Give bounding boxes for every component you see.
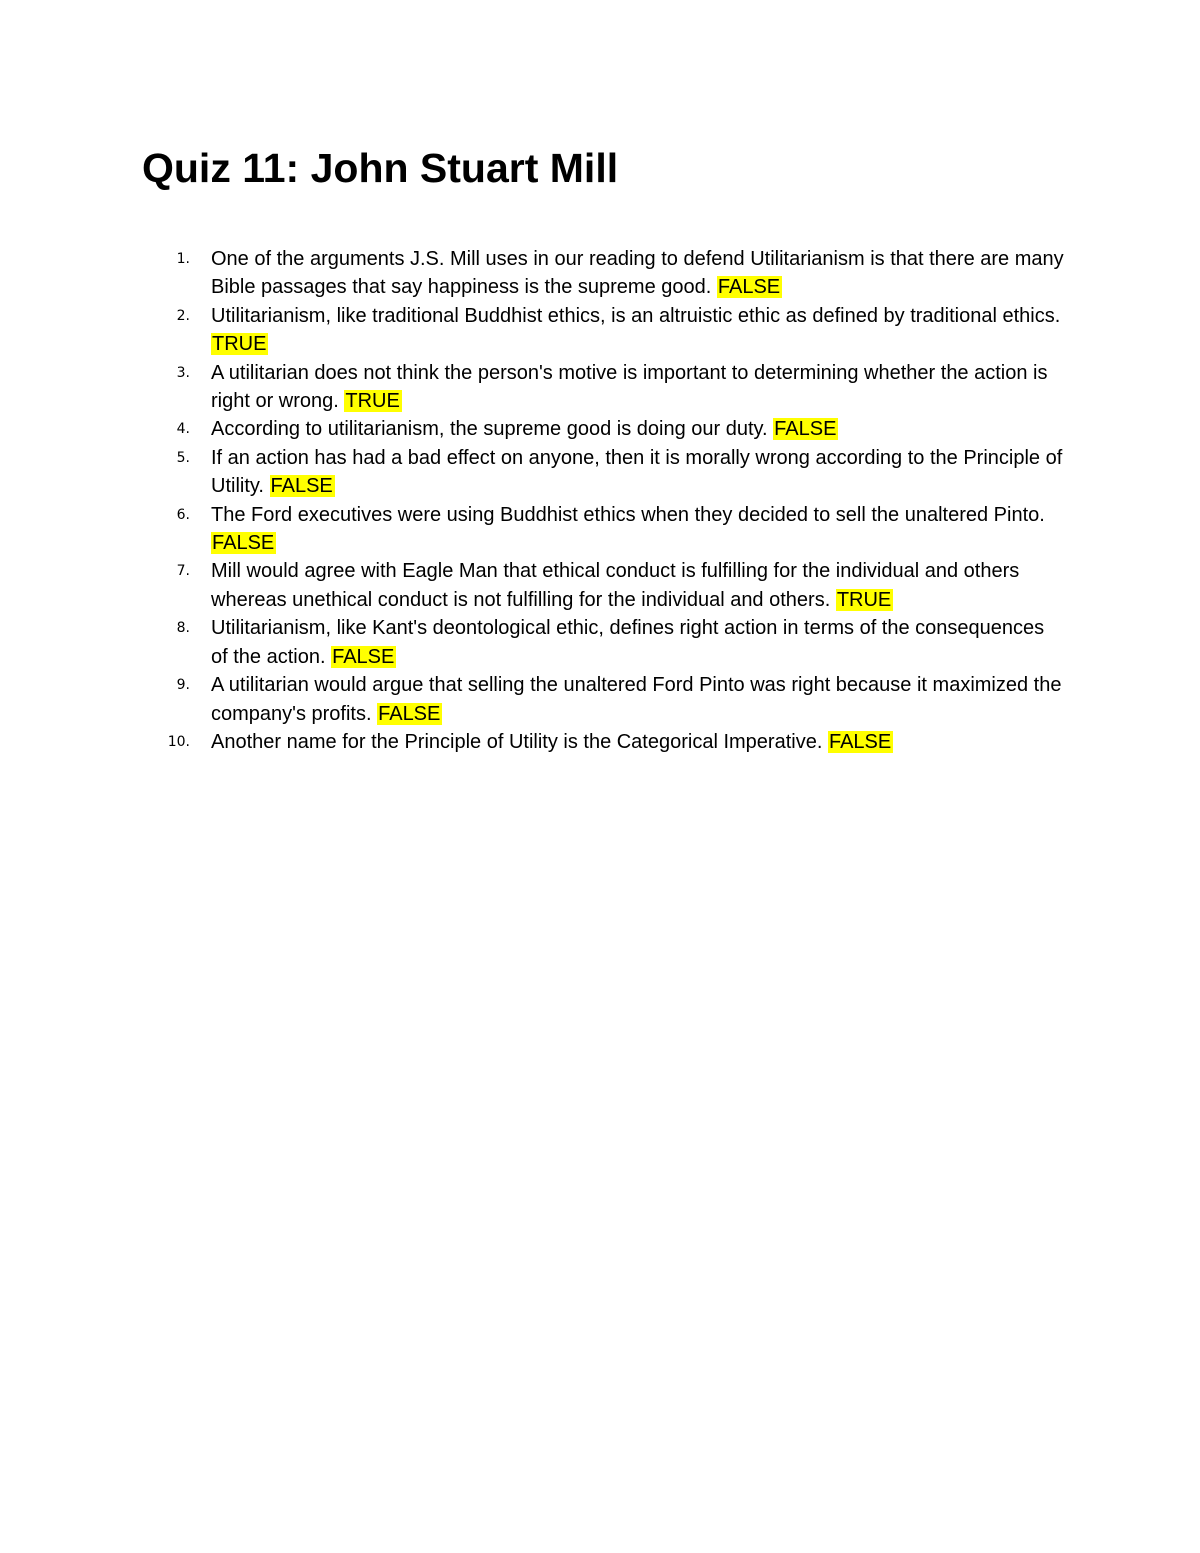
answer-highlight: FALSE [717, 276, 781, 299]
answer-highlight: FALSE [828, 730, 892, 753]
question-text: One of the arguments J.S. Mill uses in our reading to defend Utilitarianism is that there are many Bible passages that say happiness is the supreme good. [211, 248, 1064, 299]
list-item [0, 302, 1066, 359]
question-list [0, 245, 1200, 756]
answer-highlight: FALSE [378, 702, 441, 725]
question-text: Utilitarianism, like traditional Buddhist ethics, is an altruistic ethic as defined by traditional ethics. [211, 304, 1061, 327]
question-number: 8. [176, 620, 190, 637]
list-item [0, 557, 1066, 614]
question-text: Another name for the Principle of Utility is the Categorical Imperative. [211, 730, 828, 753]
question-number: 10. [167, 733, 190, 750]
question-number: 6. [176, 506, 190, 523]
question-text: If an action has had a bad effect on anyone, then it is morally wrong according to the Principle of Utility. [211, 446, 1063, 498]
question-number: 3. [176, 364, 190, 381]
answer-highlight: TRUE [345, 390, 400, 413]
page-title: Quiz 11: John Stuart Mill [142, 145, 619, 191]
list-item [0, 444, 1066, 501]
question-text: Mill would agree with Eagle Man that ethical conduct is fulfilling for the individual and others whereas unethical conduct is not fulfilling for the individual and others. [211, 560, 1020, 611]
list-item [0, 245, 1066, 302]
question-text: A utilitarian does not think the person's motive is important to determining whether the action is right or wrong. [211, 361, 1048, 413]
list-item [0, 671, 1066, 728]
question-text: The Ford executives were using Buddhist ethics when they decided to sell the unaltered Pinto. [211, 503, 1045, 526]
answer-highlight: FALSE [270, 475, 333, 498]
list-item [0, 501, 1066, 558]
question-number: 7. [176, 563, 190, 580]
list-item [0, 728, 1066, 756]
answer-highlight: TRUE [212, 333, 267, 356]
list-item [0, 359, 1066, 416]
answer-highlight: FALSE [212, 532, 275, 555]
question-number: 2. [176, 307, 190, 324]
question-number: 9. [176, 677, 190, 694]
answer-highlight: TRUE [836, 588, 892, 611]
question-number: 5. [176, 449, 190, 466]
question-number: 1. [176, 251, 190, 267]
answer-highlight: FALSE [774, 418, 837, 441]
question-text: A utilitarian would argue that selling the unaltered Ford Pinto was right because it maximized the company's profits. [211, 674, 1062, 725]
list-item [0, 415, 1066, 443]
question-text: Utilitarianism, like Kant's deontological ethic, defines right action in terms of the consequences of the action. [211, 617, 1045, 668]
list-item [0, 614, 1066, 671]
answer-highlight: FALSE [332, 645, 395, 668]
question-text: According to utilitarianism, the supreme good is doing our duty. [211, 418, 774, 441]
question-number: 4. [176, 421, 190, 438]
